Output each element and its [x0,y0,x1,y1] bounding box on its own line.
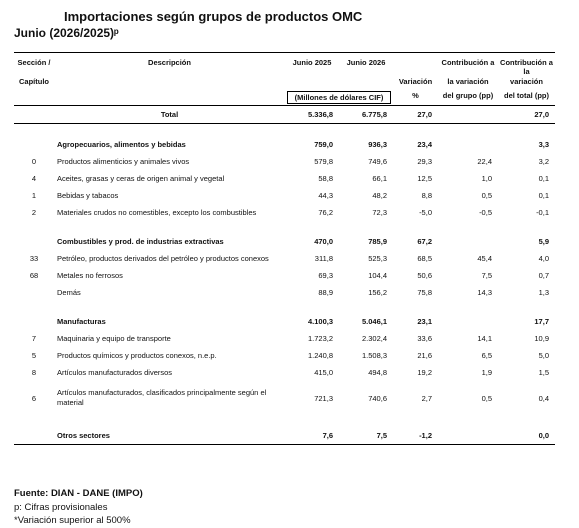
header-units: (Millones de dólares CIF) [287,91,391,104]
group-row-fuels: Combustibles y prod. de industrias extractivas 470,0 785,9 67,2 5,9 [57,237,549,246]
header-contrib-group-3: del grupo (pp) [438,89,498,106]
source-note: Fuente: DIAN - DANE (IMPO) [14,488,143,499]
table-row: 5 Productos químicos y productos conexos, n.e.p. 1.240,8 1.508,3 21,6 6,5 5,0 [31,351,549,360]
header-chapter: Capítulo [19,77,49,86]
table-row: 7 Maquinaria y equipo de transporte 1.723,2 2.302,4 33,6 14,1 10,9 [31,334,549,343]
table-row: 8 Artículos manufacturados diversos 415,0 494,8 19,2 1,9 1,5 [31,368,549,377]
table-row: 33 Petróleo, productos derivados del petróleo y productos conexos 311,8 525,3 68,5 45,4 4,0 [29,254,549,263]
table-row: 1 Bebidas y tabacos 44,3 48,2 8,8 0,5 0,1 [31,191,549,200]
table-title: Importaciones según grupos de productos OMC [64,9,363,24]
table-row: 68 Metales no ferrosos 69,3 104,4 50,6 7,5 0,7 [29,271,549,280]
table-subtitle: Junio (2026/2025)ᵖ [14,26,119,40]
header-contrib-total-3: del total (pp) [498,89,555,106]
header-contrib-group-1: Contribución a [438,53,498,77]
imports-table [14,52,555,445]
variation-note: *Variación superior al 500% [14,515,131,526]
header-description: Descripción [54,53,285,77]
provisional-note: p: Cifras provisionales [14,502,108,513]
others-row: Otros sectores 7,6 7,5 -1,2 0,0 [14,427,555,445]
total-label: Total [54,106,285,124]
header-variation: Variación [398,77,433,86]
table-row: 6 Artículos manufacturados, clasificados principalmente según el material 721,3 740,6 2,7 0,5 0,4 [31,388,549,407]
header-jun2026: Junio 2026 [339,53,393,77]
total-row: Total 5.336,8 6.775,8 27,0 27,0 [14,106,555,124]
header-contrib-group-2: la variación [447,77,489,86]
group-row-manufactures: Manufacturas 4.100,3 5.046,1 23,1 17,7 [57,317,549,326]
header-contrib-total-2: variación [510,77,543,86]
table-row: 0 Productos alimenticios y animales vivos 579,8 749,6 29,3 22,4 3,2 [31,157,549,166]
table-row: 2 Materiales crudos no comestibles, excepto los combustibles 76,2 72,3 -5,0 -0,5 -0,1 [31,208,549,217]
header-contrib-total-1: Contribución a la [498,53,555,77]
group-row-agro: Agropecuarios, alimentos y bebidas 759,0 936,3 23,4 3,3 [57,140,549,149]
header-percent: % [393,89,438,106]
table-row: 4 Aceites, grasas y ceras de origen animal y vegetal 58,8 66,1 12,5 1,0 0,1 [31,174,549,183]
header-jun2025: Junio 2025 [285,53,339,77]
header-section: Sección / [14,53,54,77]
table-row: Demás 88,9 156,2 75,8 14,3 1,3 [57,288,549,297]
